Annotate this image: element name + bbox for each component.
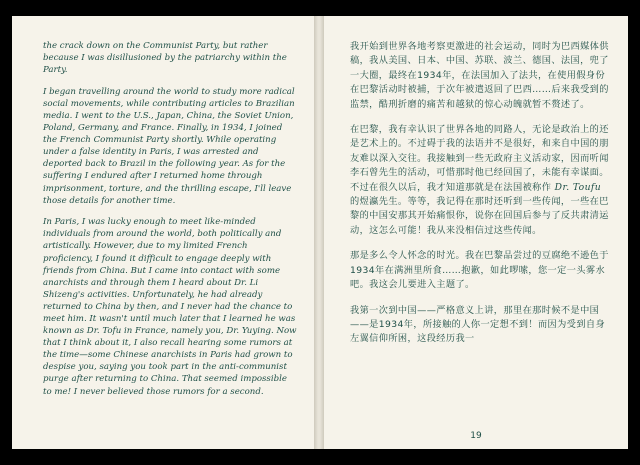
book-gutter (314, 16, 324, 449)
right-paragraph-1-text: 我开始到世界各地考察更激进的社会运动，同时为巴西媒体供稿，我从美国、日本、中国、苏联、波兰、德国、法国，兜了一大圈，最终在1934年，在法国加入了法共，在使用假身份在巴黎活动时被捕，于次年被遣返回了巴西……后来我受到的监禁，酷刑折磨的痛苦和越狱的惊心动魄就暂不赘述了。 (350, 41, 609, 110)
right-paragraph-2-text-a: 在巴黎，我有幸认识了世界各地的同路人，无论是政治上的还是艺术上的。不过碍于我的法语并不是很好，和来自中国的朋友难以深入交往。我接触到一些无政府主义活动家，因而听闻李石曾先生的活动，可惜那时他已经回国了，未能有幸谋面。不过在很久以后，我才知道那就是在法国被称作 (350, 124, 609, 193)
right-paragraph-4-text: 我第一次到中国——严格意义上讲，那里在那时候不是中国——是1934年，所接触的人你一定想不到！而因为受到自身左翼信仰所困，这段经历我一 (350, 304, 606, 345)
right-paragraph-1 (350, 40, 610, 112)
right-paragraph-2-latin-name: Dr. Toufu (554, 181, 602, 193)
right-paragraph-2 (350, 123, 610, 238)
left-paragraph-1: the crack down on the Communist Party, but rather because I was disillusioned by the patriarchy within the Party. (43, 41, 287, 76)
right-paragraph-3-text: 那是多么令人怀念的时光。我在巴黎品尝过的豆腐绝不逊色于1934年在满洲里所食……抱歉，如此啰嗦，您一定一头雾水吧。我这会儿要进入主题了。 (350, 250, 609, 291)
right-paragraph-2-text-b: 的煜瀛先生。等等，我记得在那时还听到一些传闻，一些在巴黎的中国安那其开始痛恨你，说你在回国后参与了反共肃清运动，这怎么可能！我从来没相信过这些传闻。 (350, 196, 609, 236)
left-paragraph-3: In Paris, I was lucky enough to meet like-minded individuals from around the world, both politically and artistically. However, due to my limited French proficiency, I found it difficult to engage deeply with friends from China. But I came into contact with some anarchists and through them I heard about Dr. Li Shizeng's activities. Unfortunately, he had already returned to China by then, and I never had the chance to meet him. It wasn't until much later that I learned he was known as Dr. Tofu in France, namely you, Dr. Yuying. Now that I think about it, I also recall hearing some rumors at the time—some Chinese anarchists in Paris had grown to despise you, saying you took part in the anti-communist purge after returning to China. That seemed impossible to me! I never believed those rumors for a second. (43, 217, 297, 397)
right-paragraph-3 (350, 249, 610, 292)
right-page (324, 16, 628, 449)
right-paragraph-4 (350, 304, 610, 347)
left-page (12, 16, 314, 449)
page-number: 19 (470, 431, 482, 441)
left-paragraph-2: I began travelling around the world to study more radical social movements, while contributing articles to Brazilian media. I went to the U.S., Japan, China, the Soviet Union, Poland, Germany, and France. Finally, in 1934, I joined the French Communist Party shortly. While operating under a false identity in Paris, I was arrested and deported back to Brazil in the following year. As for the suffering I endured after I returned home through imprisonment, torture, and the thrilling escape, I'll leave those details for another time. (43, 86, 295, 206)
